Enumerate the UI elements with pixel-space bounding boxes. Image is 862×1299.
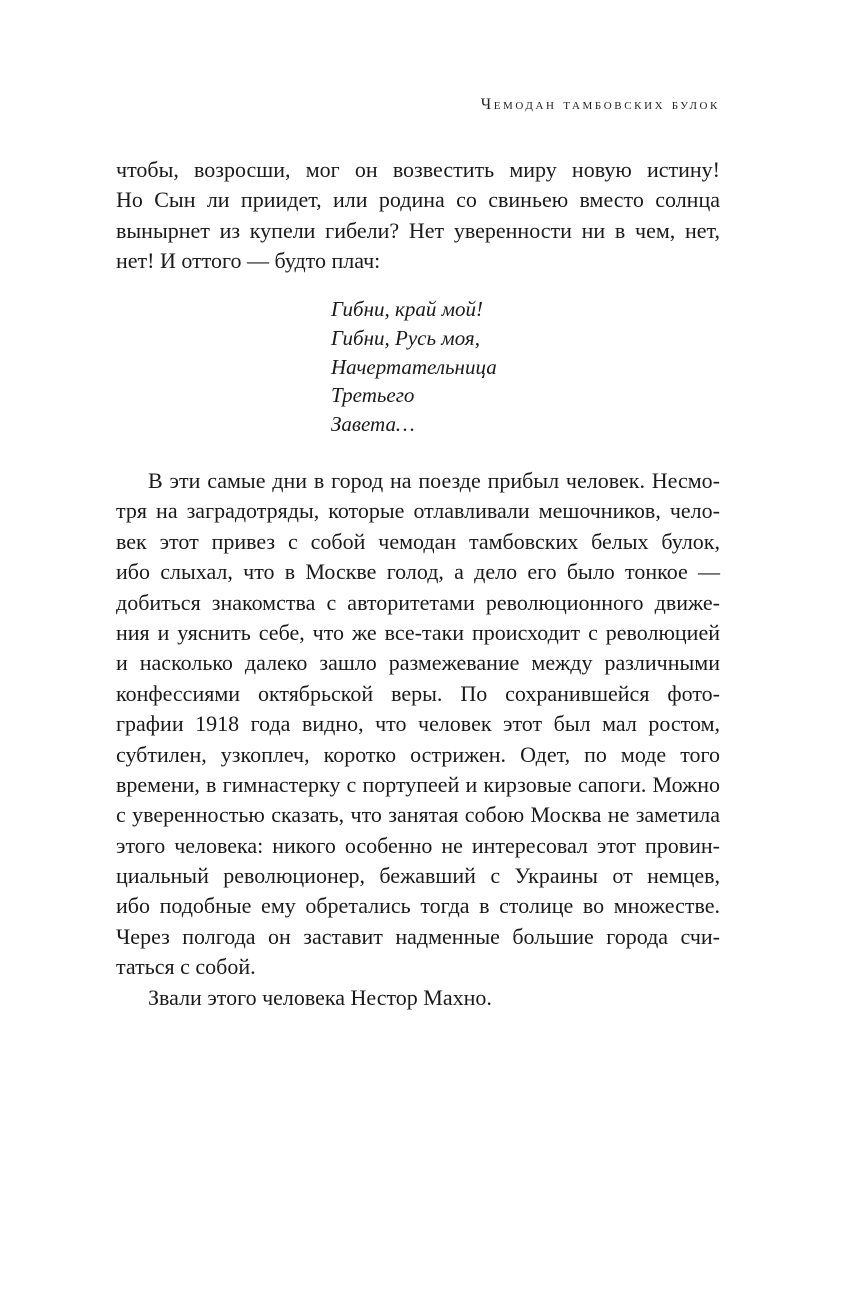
verse-line: Завета… [331,412,415,437]
closing-line: Звали этого человека Нестор Махно. [148,984,492,1010]
text-line: циальный революционер, бежавший с Украины от немцев, [116,863,720,889]
text-line: с уверенностью сказать, что занятая собою Москва не заметила [116,802,720,828]
text-line: ибо слыхал, что в Москве голод, а дело его было тонкое — [116,559,720,585]
continuation-text [116,155,720,277]
verse-line: Гибни, край мой! [331,297,483,321]
text-line: времени, в гимнастерку с портупеей и кирзовые сапоги. Можно [116,771,720,797]
text-line: вынырнет из купели гибели? Нет уверенности ни в чем, нет, [116,217,720,243]
text-line: век этот привез с собой чемодан тамбовских белых булок, [116,528,720,554]
text-line: и насколько далеко зашло размежевание между различными [116,650,720,676]
verse-line: Начертательница [331,354,497,379]
text-line: конфессиями октябрьской веры. По сохранившейся фото- [116,680,720,706]
text-line: субтилен, узкоплеч, коротко острижен. Одет, по моде того [116,741,720,767]
text-line: Но Сын ли приидет, или родина со свиньею вместо солнца [116,187,720,213]
text-line: ния и уяснить себе, что же все-таки происходит с революцией [116,619,720,645]
text-line: В эти самые дни в город на поезде прибыл человек. Несмо- [148,468,720,493]
text-line: графии 1918 года видно, что человек этот был мал ростом, [116,711,720,737]
text-line: таться с собой. [116,954,256,980]
verse-line: Гибни, Русь моя, [331,325,480,350]
verse-line: Третьего [331,383,415,408]
text-line: этого человека: никого особенно не интересовал этот провин- [116,832,720,858]
text-line: чтобы, возросши, мог он возвестить миру новую истину! [116,157,720,182]
text-line: добиться знакомства с авторитетами революционного движе- [116,589,720,615]
verse-quote [331,295,497,439]
text-line: нет! И оттого — будто плач: [116,248,381,274]
main-paragraph [116,466,720,1013]
running-header: Чемодан тамбовских булок [480,96,720,113]
text-line: ибо подобные ему обретались тогда в столице во множестве. [116,893,720,919]
text-line: тря на заградотряды, которые отлавливали мешочников, чело- [116,498,720,524]
text-line: Через полгода он заставит надменные большие города счи- [116,923,720,949]
